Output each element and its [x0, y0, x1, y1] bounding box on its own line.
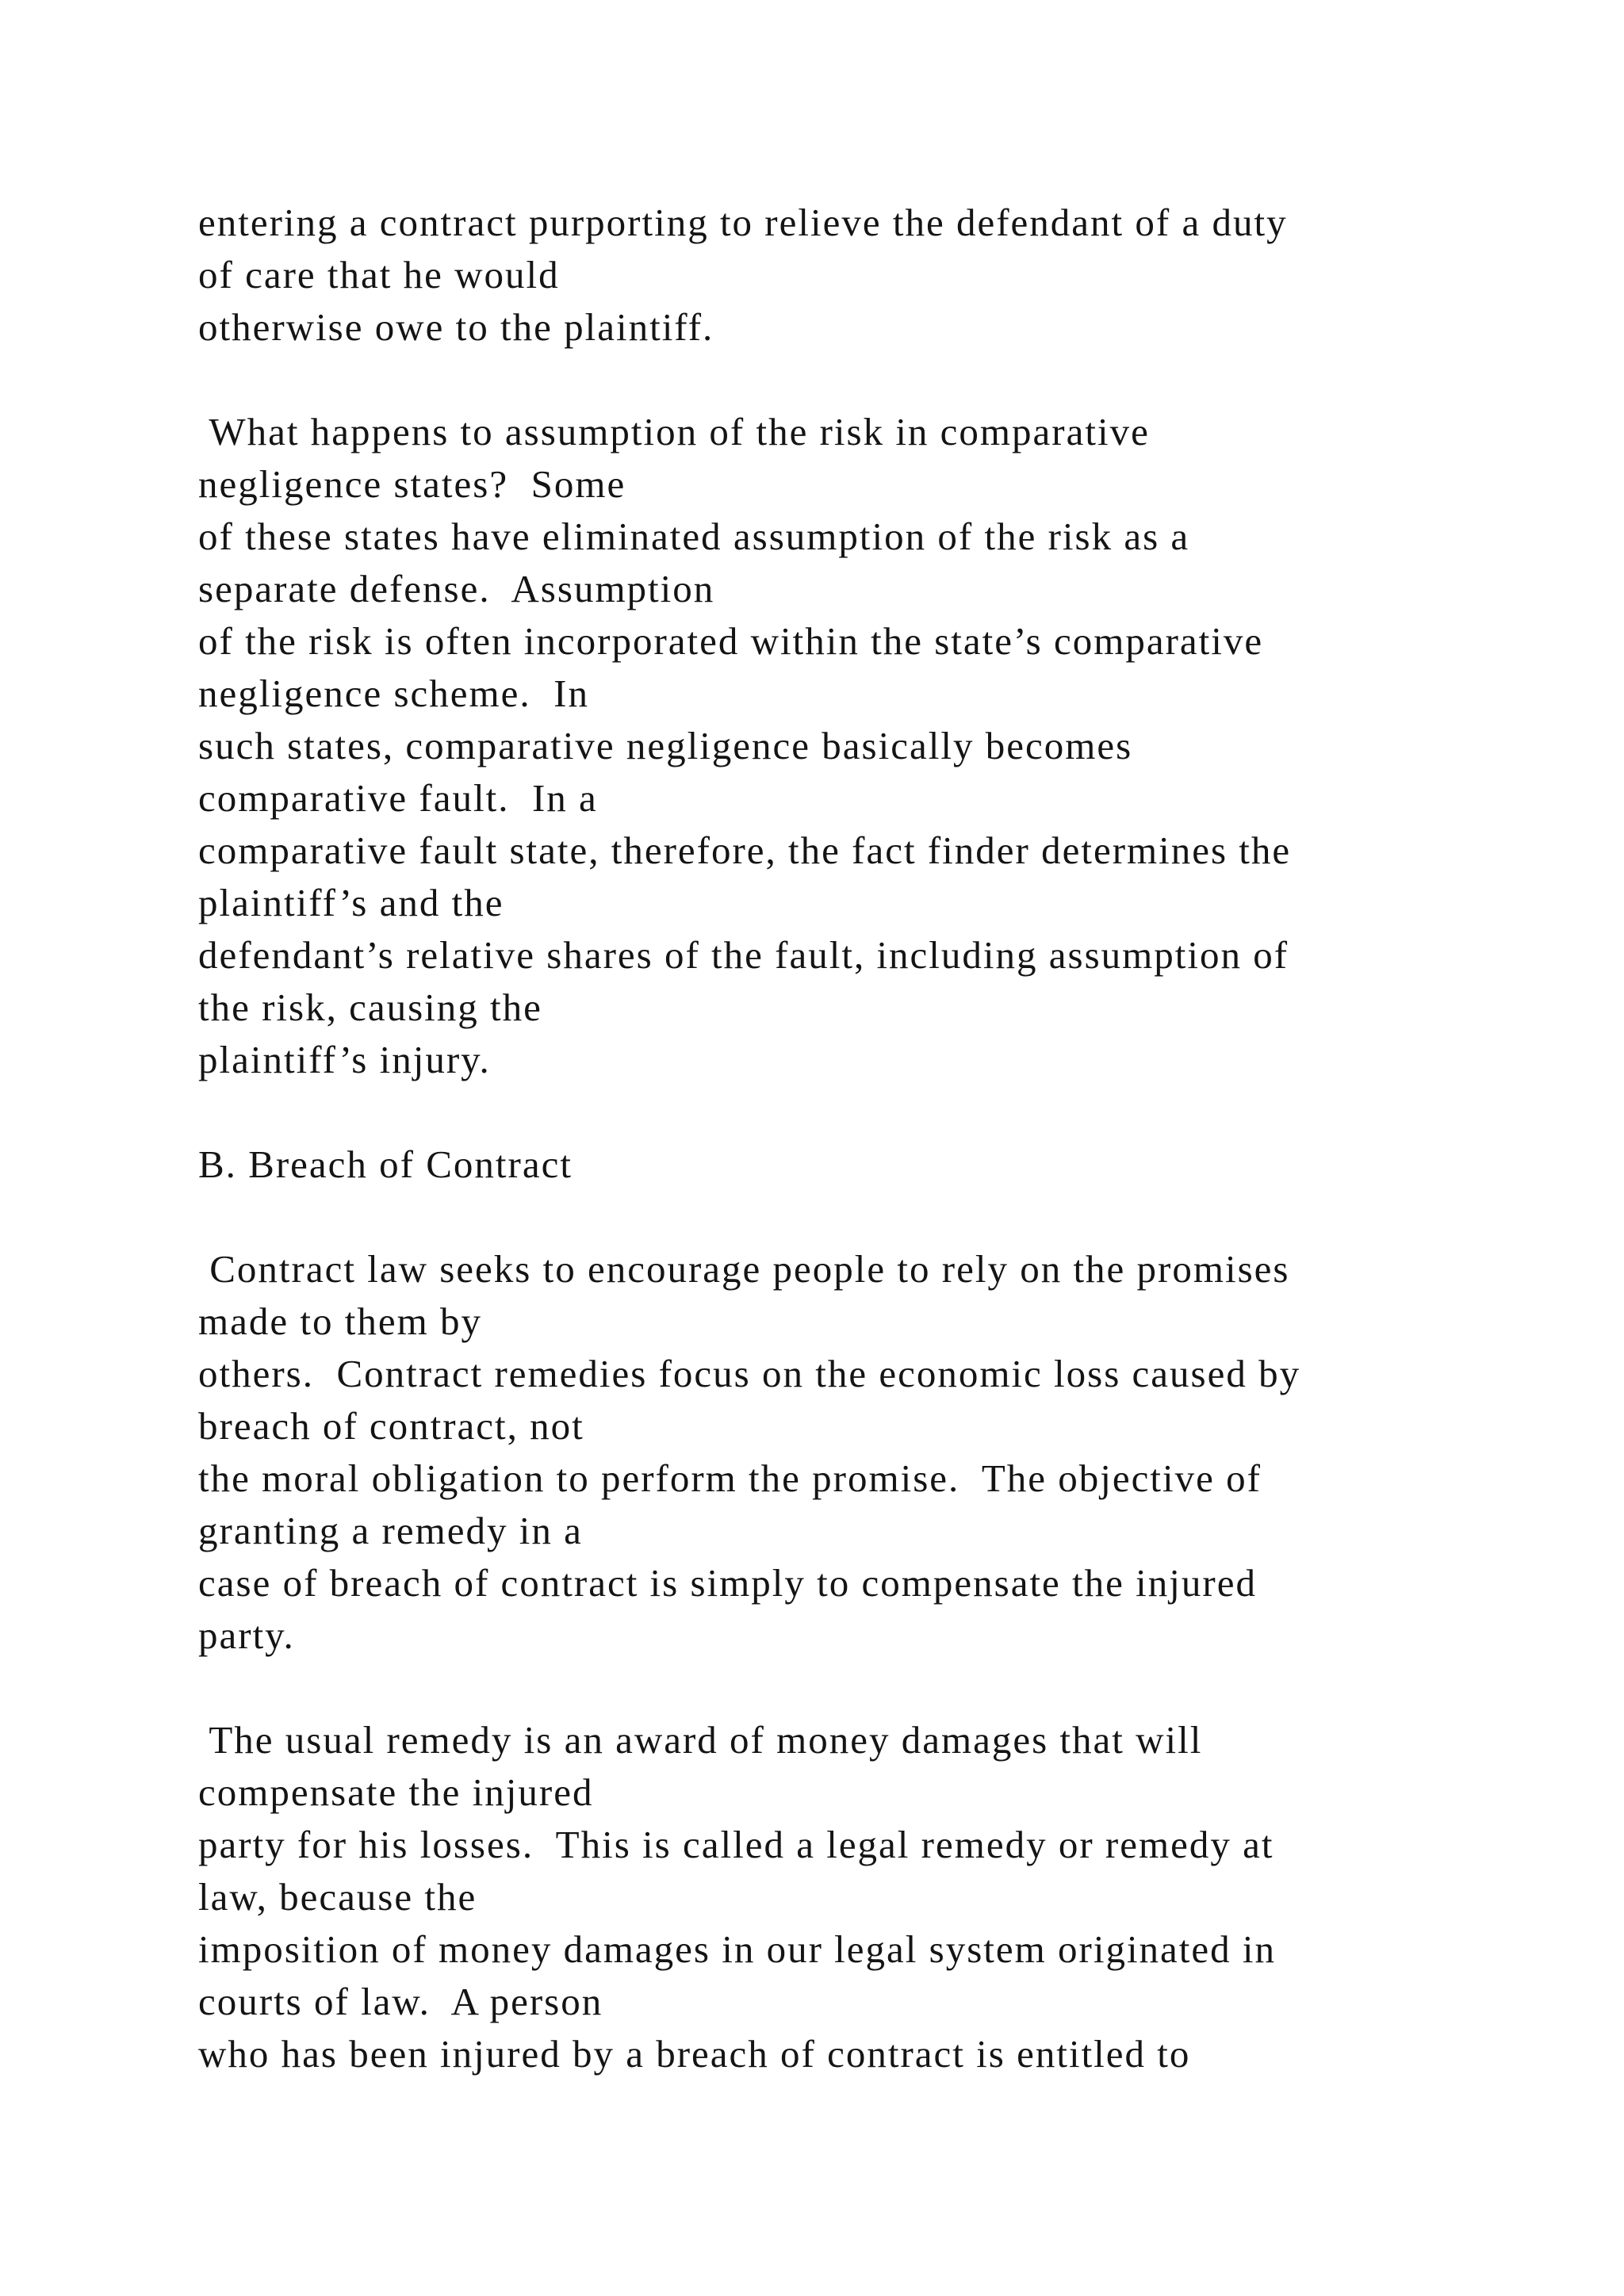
- paragraph: [198, 1243, 1546, 1662]
- text-line: defendant’s relative shares of the fault, including assumption of: [198, 933, 1289, 977]
- text-line: breach of contract, not: [198, 1404, 584, 1448]
- text-line: The usual remedy is an award of money damages that will: [198, 1718, 1203, 1762]
- text-line: separate defense. Assumption: [198, 567, 715, 610]
- text-line: the risk, causing the: [198, 985, 542, 1029]
- text-line: law, because the: [198, 1875, 477, 1919]
- paragraph: [198, 1714, 1546, 2080]
- text-line: made to them by: [198, 1299, 482, 1343]
- text-line: B. Breach of Contract: [198, 1142, 573, 1186]
- text-line: others. Contract remedies focus on the economic loss caused by: [198, 1352, 1301, 1395]
- text-line: compensate the injured: [198, 1770, 594, 1814]
- text-line: party.: [198, 1613, 295, 1657]
- text-line: Contract law seeks to encourage people to rely on the promises: [198, 1247, 1290, 1291]
- text-line: plaintiff’s and the: [198, 881, 504, 924]
- text-line: otherwise owe to the plaintiff.: [198, 305, 714, 349]
- paragraph: [198, 197, 1546, 354]
- paragraph: [198, 406, 1546, 1086]
- paragraph-gap: [198, 1191, 1546, 1243]
- text-line: entering a contract purporting to relieve the defendant of a duty: [198, 201, 1288, 244]
- text-line: granting a remedy in a: [198, 1509, 583, 1552]
- paragraph-gap: [198, 1086, 1546, 1138]
- text-line: of care that he would: [198, 253, 560, 297]
- text-line: party for his losses. This is called a legal remedy or remedy at: [198, 1823, 1274, 1866]
- text-line: negligence states? Some: [198, 462, 626, 506]
- text-line: who has been injured by a breach of contract is entitled to: [198, 2032, 1191, 2076]
- text-line: What happens to assumption of the risk in comparative: [198, 410, 1150, 453]
- text-line: of these states have eliminated assumption of the risk as a: [198, 515, 1190, 558]
- paragraph-gap: [198, 1662, 1546, 1714]
- paragraph-gap: [198, 354, 1546, 406]
- text-line: plaintiff’s injury.: [198, 1038, 491, 1081]
- section-heading: [198, 1138, 1546, 1191]
- text-line: such states, comparative negligence basically becomes: [198, 724, 1133, 767]
- text-line: courts of law. A person: [198, 1980, 603, 2023]
- document-body: [198, 197, 1546, 2080]
- text-line: imposition of money damages in our legal system originated in: [198, 1927, 1277, 1971]
- text-line: the moral obligation to perform the promise. The objective of: [198, 1456, 1262, 1500]
- text-line: negligence scheme. In: [198, 672, 589, 715]
- text-line: case of breach of contract is simply to compensate the injured: [198, 1561, 1257, 1605]
- text-line: comparative fault state, therefore, the fact finder determines the: [198, 828, 1292, 872]
- text-line: comparative fault. In a: [198, 776, 598, 820]
- text-line: of the risk is often incorporated within the state’s comparative: [198, 619, 1264, 663]
